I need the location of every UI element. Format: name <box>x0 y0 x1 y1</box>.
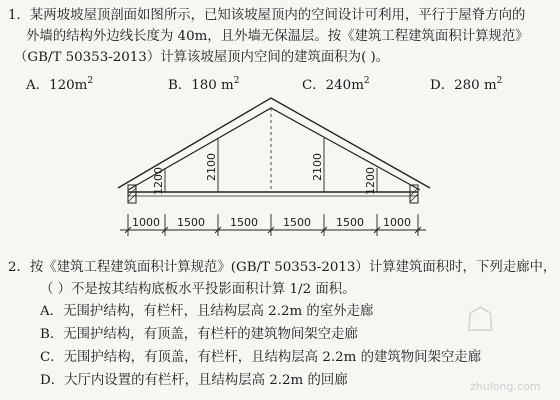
option-text: 无围护结构，有顶盖，有栏杆，且结构层高 2.2m 的建筑物间架空走廊 <box>63 350 482 365</box>
q2-option-c[interactable] <box>40 349 481 367</box>
option-unit-sup: 2 <box>87 76 94 86</box>
option-value: 240m <box>325 78 364 93</box>
height-label: 2100 <box>205 153 218 181</box>
option-text: 无围护结构，有顶盖，有栏杆的建筑物间架空走廊 <box>63 327 358 342</box>
option-label: C． <box>302 78 326 93</box>
option-label: C． <box>40 350 64 365</box>
option-unit-sup: 2 <box>363 76 370 86</box>
span-label: 1500 <box>283 216 311 229</box>
option-value: 180 m <box>191 78 234 93</box>
q2-option-d[interactable] <box>40 372 348 390</box>
span-label: 1000 <box>132 216 160 229</box>
height-label: 1200 <box>152 167 165 195</box>
dimension-ticks <box>125 214 421 236</box>
span-label: 1500 <box>230 216 258 229</box>
option-label: B． <box>40 327 64 342</box>
option-unit-sup: 2 <box>233 76 240 86</box>
option-label: A． <box>40 304 64 319</box>
watermark-logo-icon: ☖ <box>465 300 496 340</box>
option-value: 280 m <box>454 78 497 93</box>
q1-line-2: 外墙的结构外边线长度为 40m，且外墙无保温层。按《建筑工程建筑面积计算规范》 <box>26 29 529 44</box>
option-label: D． <box>40 373 65 388</box>
height-label: 1200 <box>364 167 377 195</box>
span-label: 1000 <box>383 216 411 229</box>
option-value: 120m <box>49 78 88 93</box>
span-label: 1500 <box>336 216 364 229</box>
option-label: B． <box>168 78 192 93</box>
q2-option-a[interactable] <box>40 303 373 321</box>
option-label: A． <box>26 78 50 93</box>
q1-line-1: 1．某两坡坡屋顶剖面如图所示，已知该坡屋顶内的空间设计可利用，平行于屋脊方向的 <box>8 8 526 23</box>
span-label: 1500 <box>177 216 205 229</box>
q2-line-2: （ ）不是按其结构底板水平投影面积计算 1/2 面积。 <box>40 282 356 297</box>
q2-line-1: 2．按《建筑工程建筑面积计算规范》(GB/T 50353-2013）计算建筑面积时，下列走廊中， <box>8 260 557 275</box>
height-label: 2100 <box>311 153 324 181</box>
q1-line-3: （GB/T 50353-2013）计算该坡屋顶内空间的建筑面积为( )。 <box>14 50 390 65</box>
option-text: 大厅内设置的有栏杆，且结构层高 2.2m 的回廊 <box>64 373 348 388</box>
option-text: 无围护结构，有栏杆，且结构层高 2.2m 的室外走廊 <box>63 304 374 319</box>
watermark-text: zhulong.com <box>470 380 541 393</box>
option-unit-sup: 2 <box>496 76 503 86</box>
option-label: D． <box>430 78 455 93</box>
q2-option-b[interactable] <box>40 326 358 344</box>
roof-section-diagram <box>0 88 560 248</box>
